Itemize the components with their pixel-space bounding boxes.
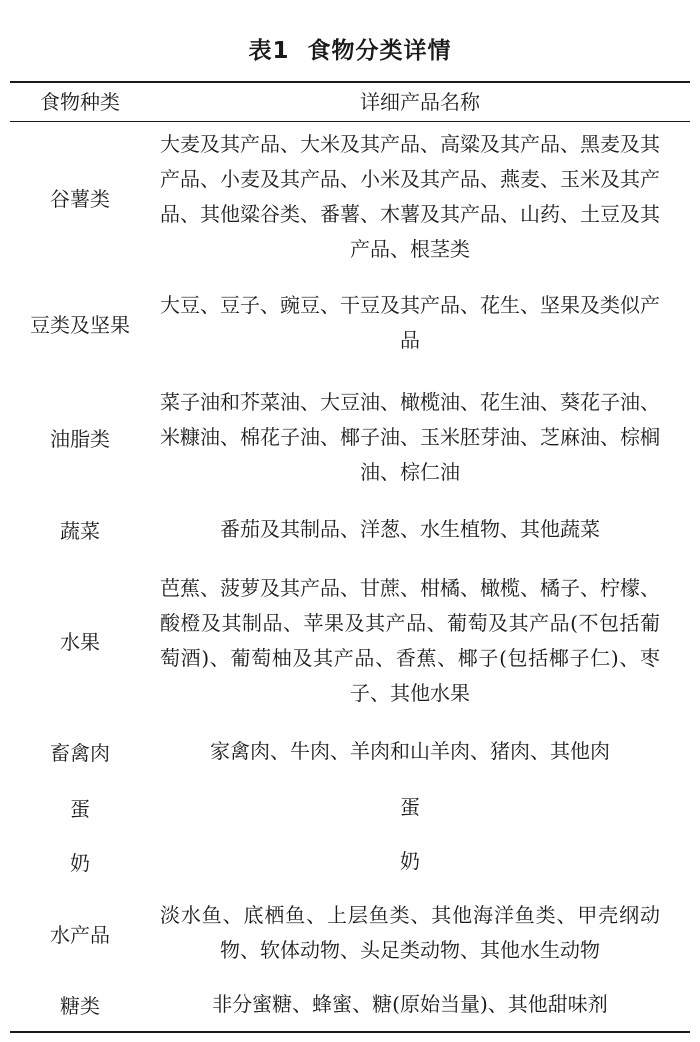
table-row [10,835,690,888]
row-products: 奶 [400,849,420,873]
table-row [10,500,690,558]
row-category: 蛋 [70,797,90,821]
row-category: 奶 [70,851,90,875]
table-row [10,123,690,271]
table-number: 表1 [248,38,290,64]
table-row [10,888,690,978]
row-products: 家禽肉、牛肉、羊肉和山羊肉、猪肉、其他肉 [210,739,610,763]
row-category: 豆类及坚果 [30,312,130,337]
row-products: 大麦及其产品、大米及其产品、高粱及其产品、黑麦及其产品、小麦及其产品、小米及其产品、燕麦、玉米及其产品、其他粱谷类、番薯、木薯及其产品、山药、土豆及其产品、根茎类 [160,132,660,261]
row-products: 番茄及其制品、洋葱、水生植物、其他蔬菜 [220,516,600,541]
table-row [10,558,690,723]
table-row [10,723,690,780]
table-row [10,978,690,1031]
header-rule [10,121,690,122]
row-category: 蔬菜 [60,518,100,543]
bottom-rule [10,1031,690,1033]
table-row [10,375,690,500]
row-products: 大豆、豆子、豌豆、干豆及其产品、花生、坚果及类似产品 [160,293,660,352]
row-products: 蛋 [400,795,420,819]
row-category: 谷薯类 [50,186,110,211]
table-row [10,780,690,835]
row-products: 淡水鱼、底栖鱼、上层鱼类、其他海洋鱼类、甲壳纲动物、软体动物、头足类动物、其他水生动物 [160,903,660,962]
row-products: 芭蕉、菠萝及其产品、甘蔗、柑橘、橄榄、橘子、柠檬、酸橙及其制品、苹果及其产品、葡萄及其产品(不包括葡萄酒)、葡萄柚及其产品、香蕉、椰子(包括椰子仁)、枣子、其他水果 [160,575,660,705]
row-category: 油脂类 [50,427,110,451]
table-title-text: 食物分类详情 [307,38,452,64]
row-products: 菜子油和芥菜油、大豆油、橄榄油、花生油、葵花子油、米糠油、棉花子油、椰子油、玉米胚芽油、芝麻油、棕榈油、棕仁油 [160,390,660,484]
row-category: 水产品 [50,922,110,947]
header-category: 食物种类 [40,90,120,114]
table-title [0,32,700,65]
header-products: 详细产品名称 [360,90,480,114]
row-category: 糖类 [60,994,100,1018]
table-row [10,271,690,375]
row-products: 非分蜜糖、蜂蜜、糖(原始当量)、其他甜味剂 [212,992,608,1016]
row-category: 水果 [60,630,100,654]
row-category: 畜禽肉 [50,741,110,765]
